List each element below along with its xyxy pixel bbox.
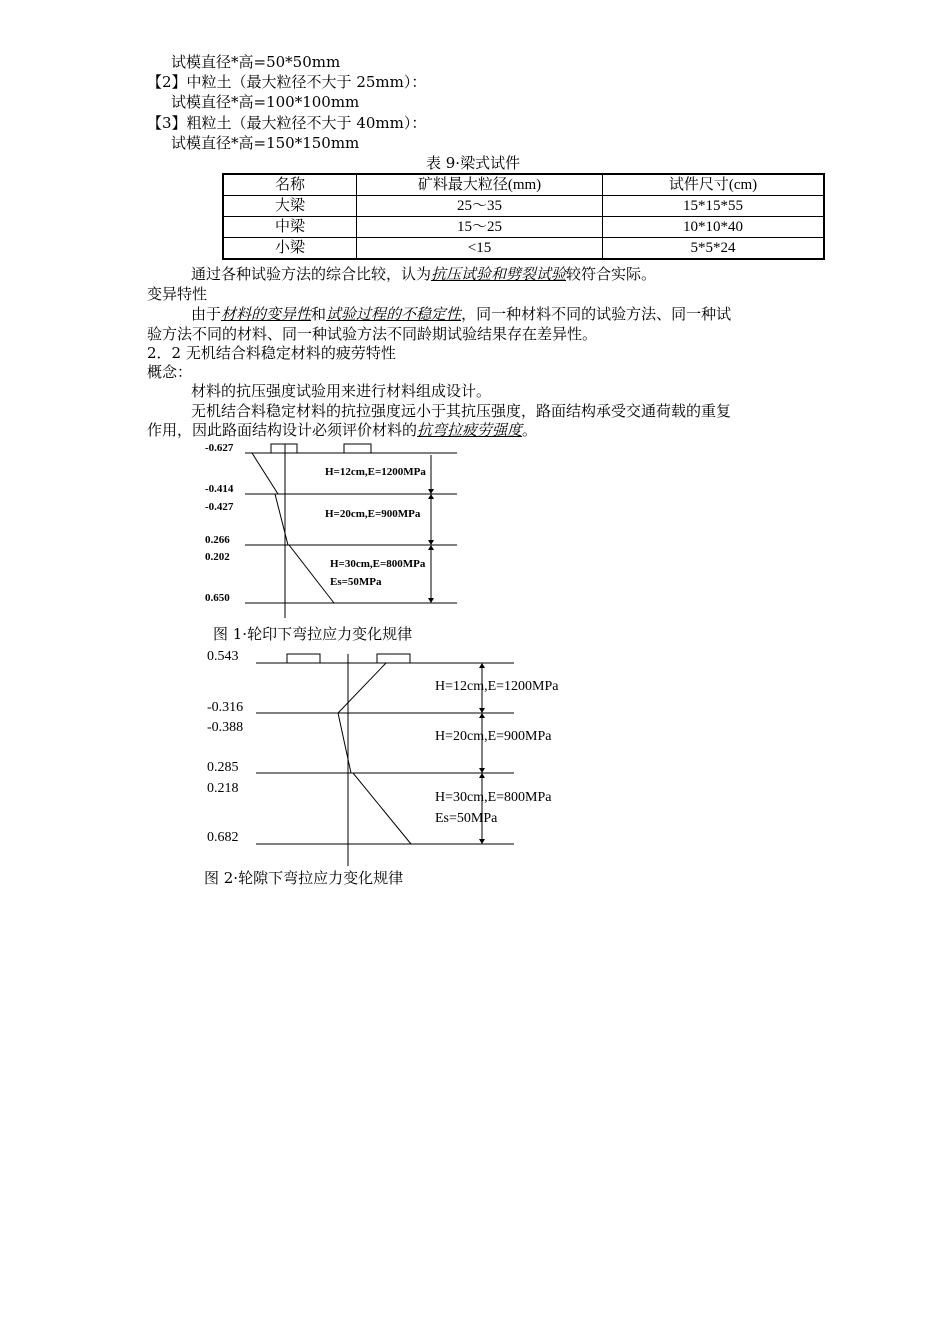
conclusion-prefix: 通过各种试验方法的综合比较，认为 <box>191 265 432 283</box>
fig2-layer-label: Es=50MPa <box>435 811 498 826</box>
coarse-soil-heading: 【3】粗粒土（最大粒径不大于 40mm）： <box>147 114 427 132</box>
variability-paragraph-line2: 验方法不同的材料、同一种试验方法不同龄期试验结果存在差异性。 <box>147 325 598 343</box>
header-max-size: 矿料最大粒径(mm) <box>357 174 603 196</box>
stress-curve <box>252 453 334 603</box>
fig1-value: -0.414 <box>205 483 234 495</box>
wheel-left-rect <box>287 654 320 663</box>
header-specimen-size: 试件尺寸(cm) <box>603 174 825 196</box>
wheel-right-rect <box>344 444 371 453</box>
fatigue-text: 。 <box>522 421 538 439</box>
fig2-value: 0.682 <box>207 830 239 845</box>
arrow-icon <box>428 489 434 494</box>
fig1-value: 0.650 <box>205 592 230 604</box>
table-cell: 15～25 <box>357 217 603 238</box>
fatigue-text: 作用，因此路面结构设计必须评价材料的 <box>147 421 418 439</box>
conclusion-suffix: 较符合实际。 <box>566 265 657 283</box>
table-cell: 大梁 <box>223 196 357 217</box>
variability-emphasis-2: 试验过程的不稳定性 <box>326 305 462 323</box>
fig1-layer-label: H=12cm,E=1200MPa <box>325 466 426 478</box>
arrow-icon <box>479 708 485 713</box>
fatigue-paragraph-1: 材料的抗压强度试验用来进行材料组成设计。 <box>191 382 492 400</box>
arrow-icon <box>428 494 434 499</box>
variability-heading: 变异特性 <box>147 285 208 303</box>
fig2-layer-label: H=12cm,E=1200MPa <box>435 679 559 694</box>
arrow-icon <box>428 540 434 545</box>
arrow-icon <box>479 839 485 844</box>
figure-2-caption: 图 2·轮隙下弯拉应力变化规律 <box>204 869 404 887</box>
table-caption: 表 9·梁式试件 <box>426 154 521 172</box>
fig2-value: 0.285 <box>207 760 239 775</box>
fig2-value: 0.543 <box>207 649 239 664</box>
arrow-icon <box>428 598 434 603</box>
size-medium: 试模直径*高=100*100mm <box>171 93 360 111</box>
fatigue-emphasis: 抗弯拉疲劳强度 <box>417 421 523 439</box>
table-cell: 10*10*40 <box>603 217 825 238</box>
section-heading: 2．2 无机结合料稳定材料的疲劳特性 <box>147 344 396 362</box>
stress-curve <box>338 663 411 844</box>
table-cell: <15 <box>357 238 603 260</box>
header-name: 名称 <box>223 174 357 196</box>
concept-label: 概念： <box>147 363 193 381</box>
variability-emphasis-1: 材料的变异性 <box>221 305 312 323</box>
size-coarse: 试模直径*高=150*150mm <box>171 134 360 152</box>
arrow-icon <box>479 713 485 718</box>
figure-1-caption: 图 1·轮印下弯拉应力变化规律 <box>213 625 413 643</box>
fig1-layer-label: Es=50MPa <box>330 576 382 588</box>
size-small: 试模直径*高=50*50mm <box>171 53 341 71</box>
fig1-value: -0.427 <box>205 501 234 513</box>
fig1-value: 0.266 <box>205 534 230 546</box>
fig1-value: -0.627 <box>205 442 234 454</box>
wheel-right-rect <box>377 654 410 663</box>
fig2-layer-label: H=20cm,E=900MPa <box>435 729 552 744</box>
fig2-value: -0.316 <box>207 700 244 715</box>
table-cell: 小梁 <box>223 238 357 260</box>
table-cell: 中梁 <box>223 217 357 238</box>
arrow-icon <box>479 768 485 773</box>
arrow-icon <box>479 663 485 668</box>
fatigue-paragraph-2-line1: 无机结合料稳定材料的抗拉强度远小于其抗压强度，路面结构承受交通荷载的重复 <box>191 402 732 420</box>
fig2-value: 0.218 <box>207 781 239 796</box>
conclusion-emphasis: 抗压试验和劈裂试验 <box>431 265 567 283</box>
fig1-layer-label: H=30cm,E=800MPa <box>330 558 426 570</box>
fig2-value: -0.388 <box>207 720 244 735</box>
wheel-left-rect <box>271 444 297 453</box>
medium-soil-heading: 【2】中粒土（最大粒径不大于 25mm）： <box>147 73 427 91</box>
fig1-value: 0.202 <box>205 551 230 563</box>
arrow-icon <box>479 773 485 778</box>
table-cell: 5*5*24 <box>603 238 825 260</box>
table-cell: 25～35 <box>357 196 603 217</box>
variability-text: 由于 <box>191 305 222 323</box>
variability-text: 和 <box>311 305 327 323</box>
fig2-layer-label: H=30cm,E=800MPa <box>435 790 552 805</box>
variability-text: ，同一种材料不同的试验方法、同一种试 <box>461 305 732 323</box>
fig1-layer-label: H=20cm,E=900MPa <box>325 508 421 520</box>
arrow-icon <box>428 545 434 550</box>
table-cell: 15*15*55 <box>603 196 825 217</box>
